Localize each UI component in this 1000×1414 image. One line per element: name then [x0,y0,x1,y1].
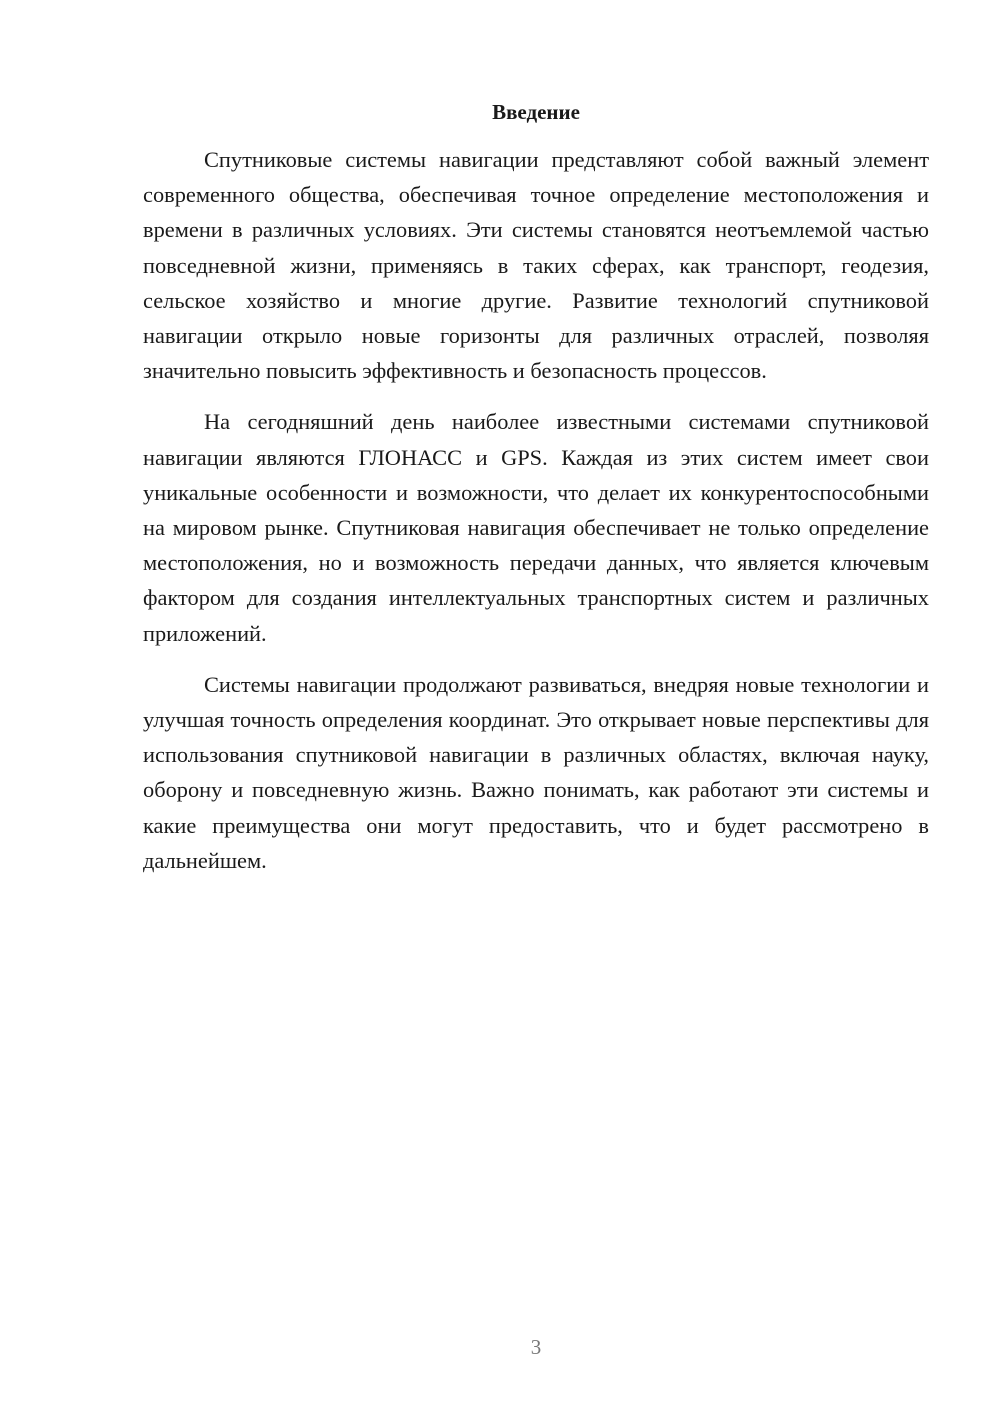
paragraph-1: Спутниковые системы навигации представляют собой важный элемент современного общества, обеспечивая точное определение местоположения и времени в различных условиях. Эти системы становятся неотъемлемой частью повседневной жизни, применяясь в таких сферах, как транспорт, геодезия, сельское хозяйство и многие другие. Развитие технологий спутниковой навигации открыло новые горизонты для различных отраслей, позволяя значительно повысить эффективность и безопасность процессов. [143,147,929,384]
section-heading: Введение [492,100,580,124]
paragraph-2: На сегодняшний день наиболее известными системами спутниковой навигации являются ГЛОНАСС и GPS. Каждая из этих систем имеет свои уникальные особенности и возможности, что делает их конкурентоспособными на мировом рынке. Спутниковая навигация обеспечивает не только определение местоположения, но и возможность передачи данных, что является ключевым фактором для создания интеллектуальных транспортных систем и различных приложений. [143,409,929,646]
page-number: 3 [530,1335,542,1359]
paragraph-3: Системы навигации продолжают развиваться, внедряя новые технологии и улучшая точность определения координат. Это открывает новые перспективы для использования спутниковой навигации в различных областях, включая науку, оборону и повседневную жизнь. Важно понимать, как работают эти системы и какие преимущества они могут предоставить, что и будет рассмотрено в дальнейшем. [143,671,929,873]
body-text [143,142,929,894]
